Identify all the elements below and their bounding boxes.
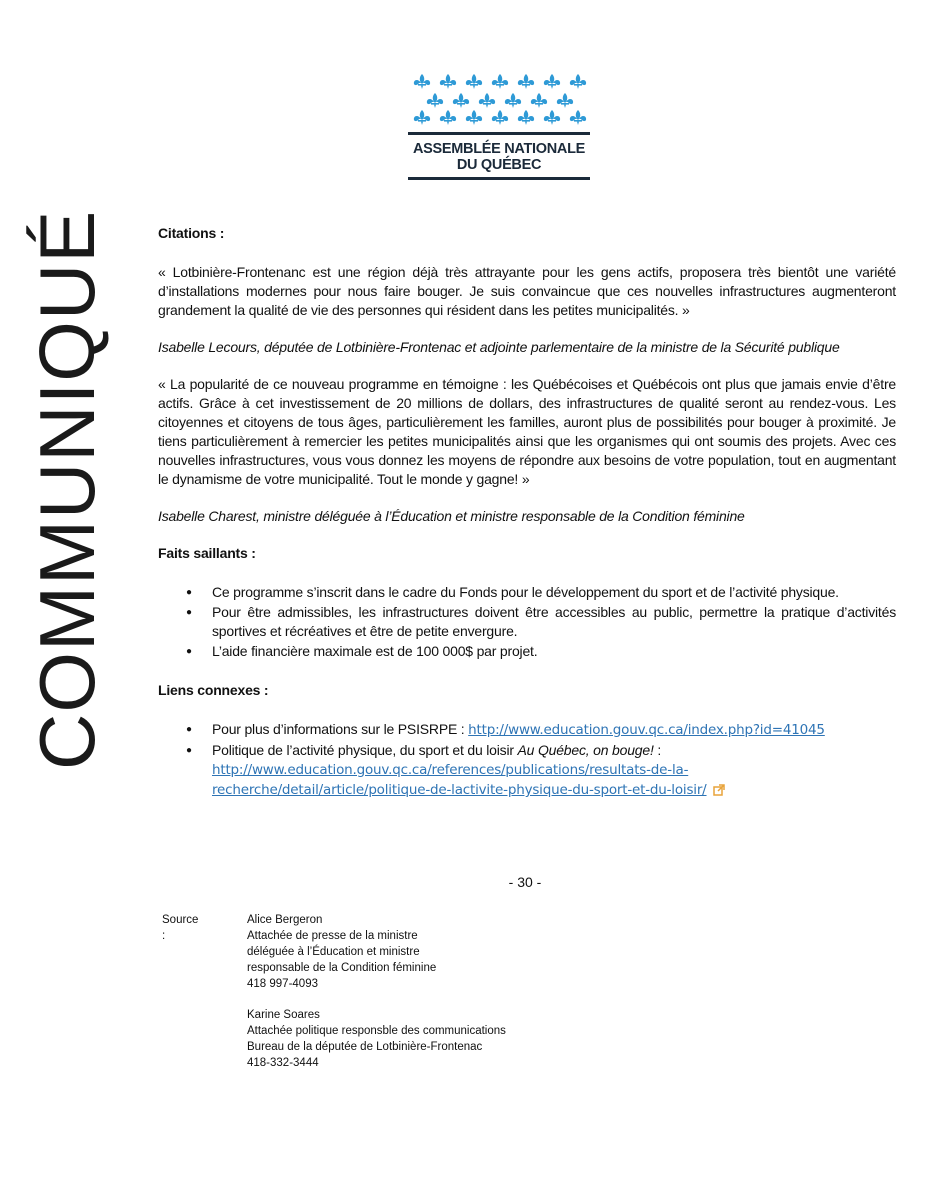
- quote-lecours: « Lotbinière-Frontenanc est une région déjà très attrayante pour les gens actifs, proposera très bientôt une variété d’installations modernes pour nous faire bouger. Je suis convaincue que ces nouvelles infrastructures augmenteront grandement la qualité de vie des personnes qui résident dans les petites municipalités. »: [158, 264, 896, 318]
- contact1-line: déléguée à l’Éducation et ministre: [247, 946, 420, 958]
- liens-list: [158, 720, 896, 800]
- faits-list: [158, 583, 896, 661]
- contact1-line: Attachée de presse de la ministre: [247, 930, 418, 942]
- source-label: Source :: [162, 914, 199, 942]
- contact2-line: Bureau de la députée de Lotbinière-Frontenac: [247, 1041, 483, 1053]
- contact1-line: responsable de la Condition féminine: [247, 962, 437, 974]
- faits-heading: Faits saillants :: [158, 545, 256, 561]
- list-item: [186, 720, 896, 740]
- contact1-line: Alice Bergeron: [247, 914, 323, 926]
- psisrpe-link[interactable]: http://www.education.gouv.qc.ca/index.php?id=41045: [468, 722, 825, 738]
- politique-link[interactable]: [212, 762, 707, 798]
- contact-block-1: [247, 912, 547, 992]
- logo-line-2: DU QUÉBEC: [456, 157, 542, 173]
- external-link-icon[interactable]: [713, 784, 725, 796]
- list-item: [186, 741, 896, 800]
- contact2-phone: 418-332-3444: [247, 1057, 319, 1069]
- list-item: ● L’aide financière maximale est de 100 000$ par projet.: [186, 642, 896, 661]
- politique-link-line1: http://www.education.gouv.qc.ca/references/publications/resultats-de-la-: [212, 762, 689, 778]
- liens-item2-text: Politique de l’activité physique, du sport et du loisir: [212, 742, 518, 758]
- logo-wordmark: [408, 132, 590, 180]
- quote-charest: « La popularité de ce nouveau programme en témoigne : les Québécoises et Québécois ont plus que jamais envie d’être actifs. Grâce à cet investissement de 20 millions de dollars, des infrastructures de qualité seront au rendez-vous. Les citoyennes et citoyens de tous âges, particulièrement les familles, auront plus de possibilités pour bouger à proximité. Je tiens particulièrement à remercier les petites municipalités ainsi que les organismes qui ont soumis des projets. Avec ces nouvelles infrastructures, vous vous donnez les moyens de répondre aux besoins de votre population, tout en augmentant le dynamisme de votre municipalité. Tout le monde y gagne! »: [158, 376, 896, 487]
- citations-heading: Citations :: [158, 225, 225, 241]
- list-item: ● Ce programme s’inscrit dans le cadre du Fonds pour le développement du sport et de l’activité physique.: [186, 583, 896, 602]
- list-item: ● Pour être admissibles, les infrastructures doivent être accessibles au public, permettre la pratique d’activités sportives et récréatives et être de petite envergure.: [186, 603, 896, 641]
- liens-item2-colon: :: [653, 742, 662, 758]
- contact2-line: Attachée politique responsble des communications: [247, 1025, 506, 1037]
- liens-item2-italic: Au Québec, on bouge!: [517, 742, 654, 758]
- page-number: - 30 -: [508, 874, 542, 890]
- contact2-line: Karine Soares: [247, 1009, 320, 1021]
- assemblee-nationale-logo: [408, 72, 590, 180]
- logo-line-1: ASSEMBLÉE NATIONALE: [412, 141, 586, 157]
- fleur-de-lis-icon: [408, 72, 590, 126]
- communique-side-title: COMMUNIQUÉ: [23, 209, 111, 770]
- liens-item1-text: Pour plus d’informations sur le PSISRPE :: [212, 721, 469, 737]
- main-content: [158, 224, 896, 820]
- author-charest: Isabelle Charest, ministre déléguée à l’Éducation et ministre responsable de la Condition féminine: [158, 508, 745, 524]
- liens-heading: Liens connexes :: [158, 682, 269, 698]
- contact1-phone: 418 997-4093: [247, 978, 318, 990]
- author-lecours: Isabelle Lecours, députée de Lotbinière-Frontenac et adjointe parlementaire de la ministre de la Sécurité publique: [158, 339, 840, 355]
- contact-block-2: [247, 1007, 547, 1071]
- politique-link-line2: recherche/detail/article/politique-de-lactivite-physique-du-sport-et-du-loisir/: [212, 782, 707, 798]
